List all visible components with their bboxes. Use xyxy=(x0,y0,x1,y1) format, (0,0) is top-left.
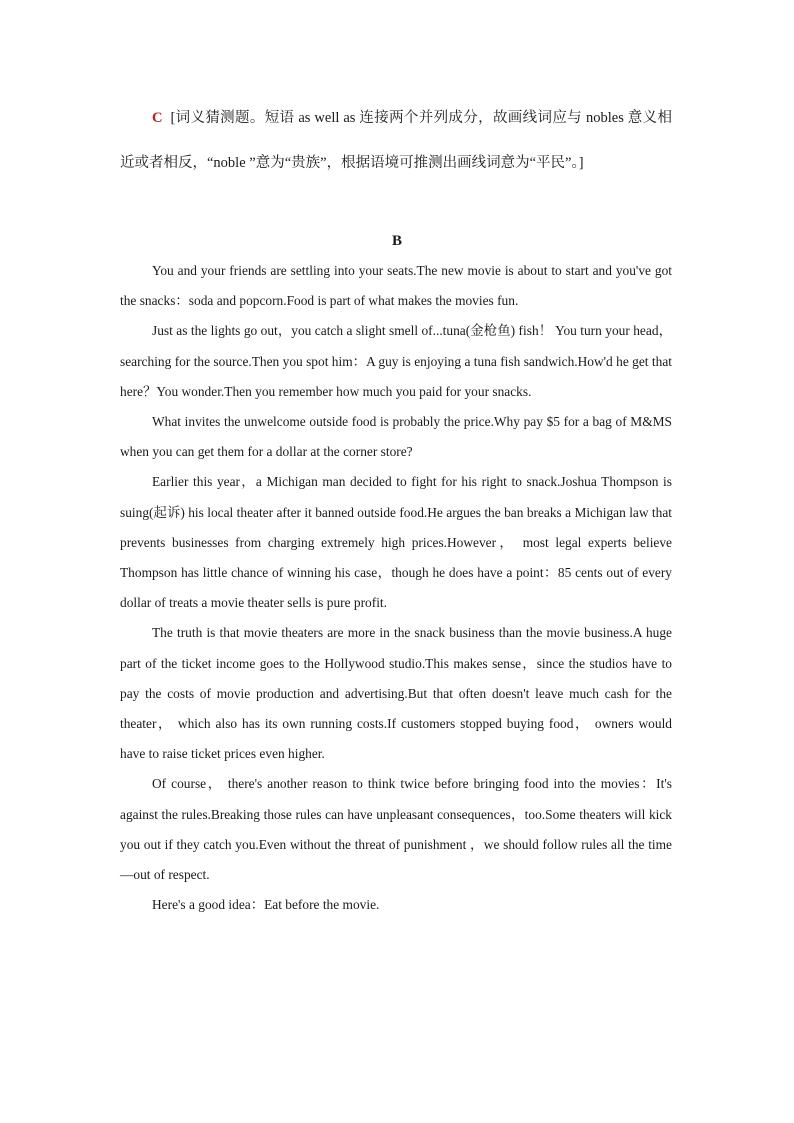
answer-explanation xyxy=(120,96,672,186)
reading-passage xyxy=(120,256,672,920)
section-heading: B xyxy=(391,233,402,249)
passage-paragraph: Just as the lights go out，you catch a slight smell of...tuna(金枪鱼) fish！ You turn your head， searching for the source.Then you spot him：A guy is enjoying a tuna fish sandwich.How'd he get that here？You wonder.Then you remember how much you paid for your snacks. xyxy=(120,323,672,399)
passage-paragraph: Here's a good idea：Eat before the movie. xyxy=(152,897,380,913)
answer-letter: C xyxy=(152,110,163,126)
passage-paragraph: What invites the unwelcome outside food is probably the price.Why pay $5 for a bag of M&MS when you can get them for a dollar at the corner store? xyxy=(120,414,672,460)
passage-paragraph: You and your friends are settling into your seats.The new movie is about to start and you've got the snacks：soda and popcorn.Food is part of what makes the movies fun. xyxy=(120,263,672,309)
passage-paragraph: The truth is that movie theaters are more in the snack business than the movie business.A huge part of the ticket income goes to the Hollywood studio.This makes sense，since the studios have to pay the costs of movie production and advertising.But that often doesn't leave much cash for the theater， which also has its own running costs.If customers stopped buying food， owners would have to raise ticket prices even higher. xyxy=(120,625,672,762)
passage-paragraph: Earlier this year，a Michigan man decided to fight for his right to snack.Joshua Thompson is suing(起诉) his local theater after it banned outside food.He argues the ban breaks a Michigan law that prevents businesses from charging extremely high prices.However， most legal experts believe Thompson has little chance of winning his case，though he does have a point：85 cents out of every dollar of treats a movie theater sells is pure profit. xyxy=(120,474,672,611)
answer-explanation-text: [词义猜测题。短语 as well as 连接两个并列成分，故画线词应与 nobles 意义相近或者相反，“noble ”意为“贵族”，根据语境可推测出画线词意为“平民”。] xyxy=(120,110,672,171)
passage-paragraph: Of course， there's another reason to think twice before bringing food into the movies：It's against the rules.Breaking those rules can have unpleasant consequences，too.Some theaters will kick you out if they catch you.Even without the threat of punishment ，we should follow rules all the time —out of respect. xyxy=(120,776,672,883)
